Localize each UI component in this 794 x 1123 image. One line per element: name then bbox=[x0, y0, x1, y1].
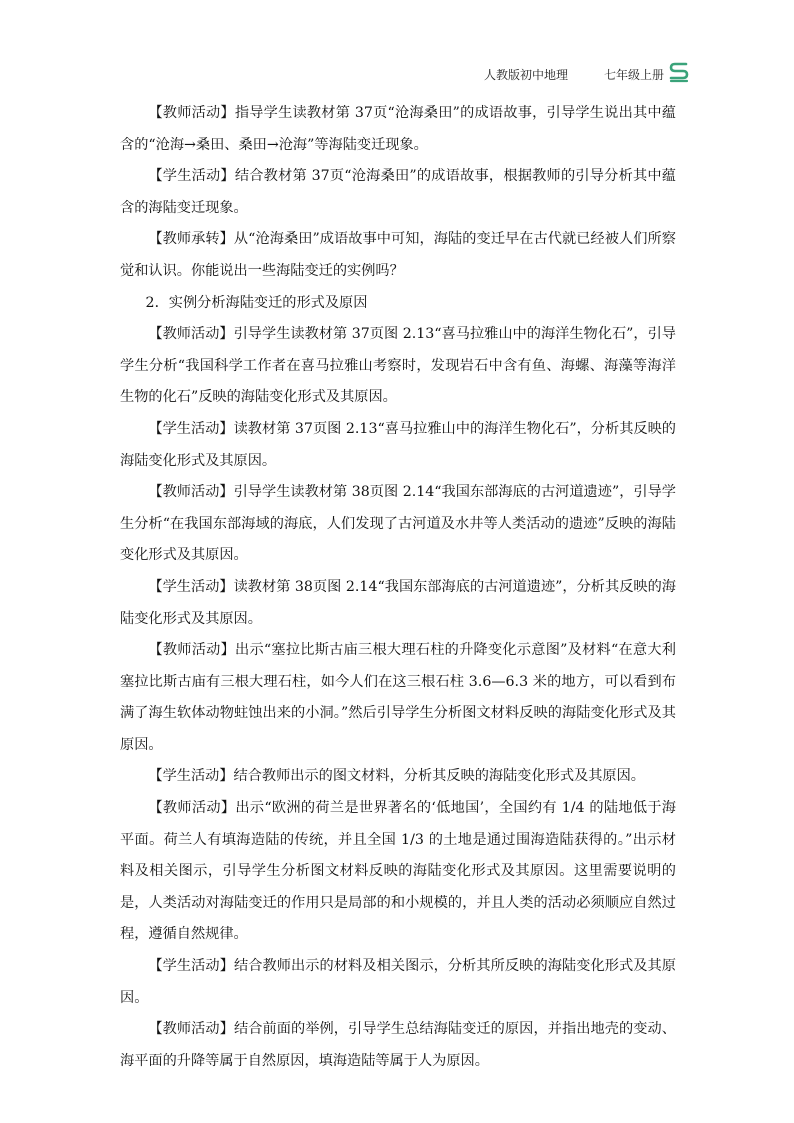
grade-label: 七年级上册 bbox=[603, 67, 664, 82]
paragraph-teacher-activity-3: 【教师活动】引导学生读教材第 38页图 2.14“我国东部海底的古河道遗迹”，引导学生分析“在我国东部海域的海底，人们发现了古河道及水井等人类活动的遗迹”反映的海陆变化形式及其原因。 bbox=[120, 484, 676, 564]
paragraph-student-activity-5: 【学生活动】结合教师出示的材料及相关图示，分析其所反映的海陆变化形式及其原因。 bbox=[120, 958, 676, 1006]
paragraph-student-activity-4: 【学生活动】结合教师出示的图文材料，分析其反映的海陆变化形式及其原因。 bbox=[148, 768, 645, 785]
book-s-logo-icon bbox=[668, 60, 690, 84]
paragraph-teacher-activity-2: 【教师活动】引导学生读教材第 37页图 2.13“喜马拉雅山中的海洋生物化石”，引导学生分析“我国科学工作者在喜马拉雅山考察时，发现岩石中含有鱼、海螺、海藻等海洋生物的化石”反映的海陆变化形式及其原因。 bbox=[120, 326, 676, 406]
paragraph-teacher-activity-4: 【教师活动】出示“塞拉比斯古庙三根大理石柱的升降变化示意图”及材料“在意大利塞拉比斯古庙有三根大理石柱，如今人们在这三根石柱 3.6—6.3 米的地方，可以看到布满了海生软体动物蛀蚀出来的小洞。”然后引导学生分析图文材料反映的海陆变化形式及其原因。 bbox=[120, 642, 676, 753]
section-heading: 2．实例分析海陆变迁的形式及原因 bbox=[145, 294, 368, 311]
paragraph-teacher-transition: 【教师承转】从“沧海桑田”成语故事中可知，海陆的变迁早在古代就已经被人们所察觉和认识。你能说出一些海陆变迁的实例吗？ bbox=[120, 231, 676, 279]
paragraph-teacher-activity-6: 【教师活动】结合前面的举例，引导学生总结海陆变迁的原因，并指出地壳的变动、海平面的升降等属于自然原因，填海造陆等属于人为原因。 bbox=[120, 1021, 676, 1069]
paragraph-student-activity-2: 【学生活动】读教材第 37页图 2.13“喜马拉雅山中的海洋生物化石”，分析其反映的海陆变化形式及其原因。 bbox=[120, 420, 676, 469]
paragraph-teacher-activity-1: 【教师活动】指导学生读教材第 37页“沧海桑田”的成语故事，引导学生说出其中蕴含的“沧海→桑田、桑田→沧海”等海陆变迁现象。 bbox=[120, 105, 676, 153]
document-body bbox=[120, 98, 676, 1077]
paragraph-student-activity-1: 【学生活动】结合教材第 37页“沧海桑田”的成语故事，根据教师的引导分析其中蕴含的海陆变迁现象。 bbox=[120, 168, 676, 216]
paragraph-student-activity-3: 【学生活动】读教材第 38页图 2.14“我国东部海底的古河道遗迹”，分析其反映的海陆变化形式及其原因。 bbox=[120, 578, 676, 627]
page-header bbox=[484, 62, 664, 86]
publisher-label: 人教版初中地理 bbox=[483, 67, 568, 82]
paragraph-teacher-activity-5: 【教师活动】出示“欧洲的荷兰是世界著名的‘低地国’，全国约有 1/4 的陆地低于海平面。荷兰人有填海造陆的传统，并且全国 1/3 的土地是通过围海造陆获得的。”出示材料及相关图示，引导学生分析图文材料反映的海陆变化形式及其原因。这里需要说明的是，人类活动对海陆变迁的作用只是局部的和小规模的，并且人类的活动必须顺应自然过程，遵循自然规律。 bbox=[120, 800, 676, 943]
